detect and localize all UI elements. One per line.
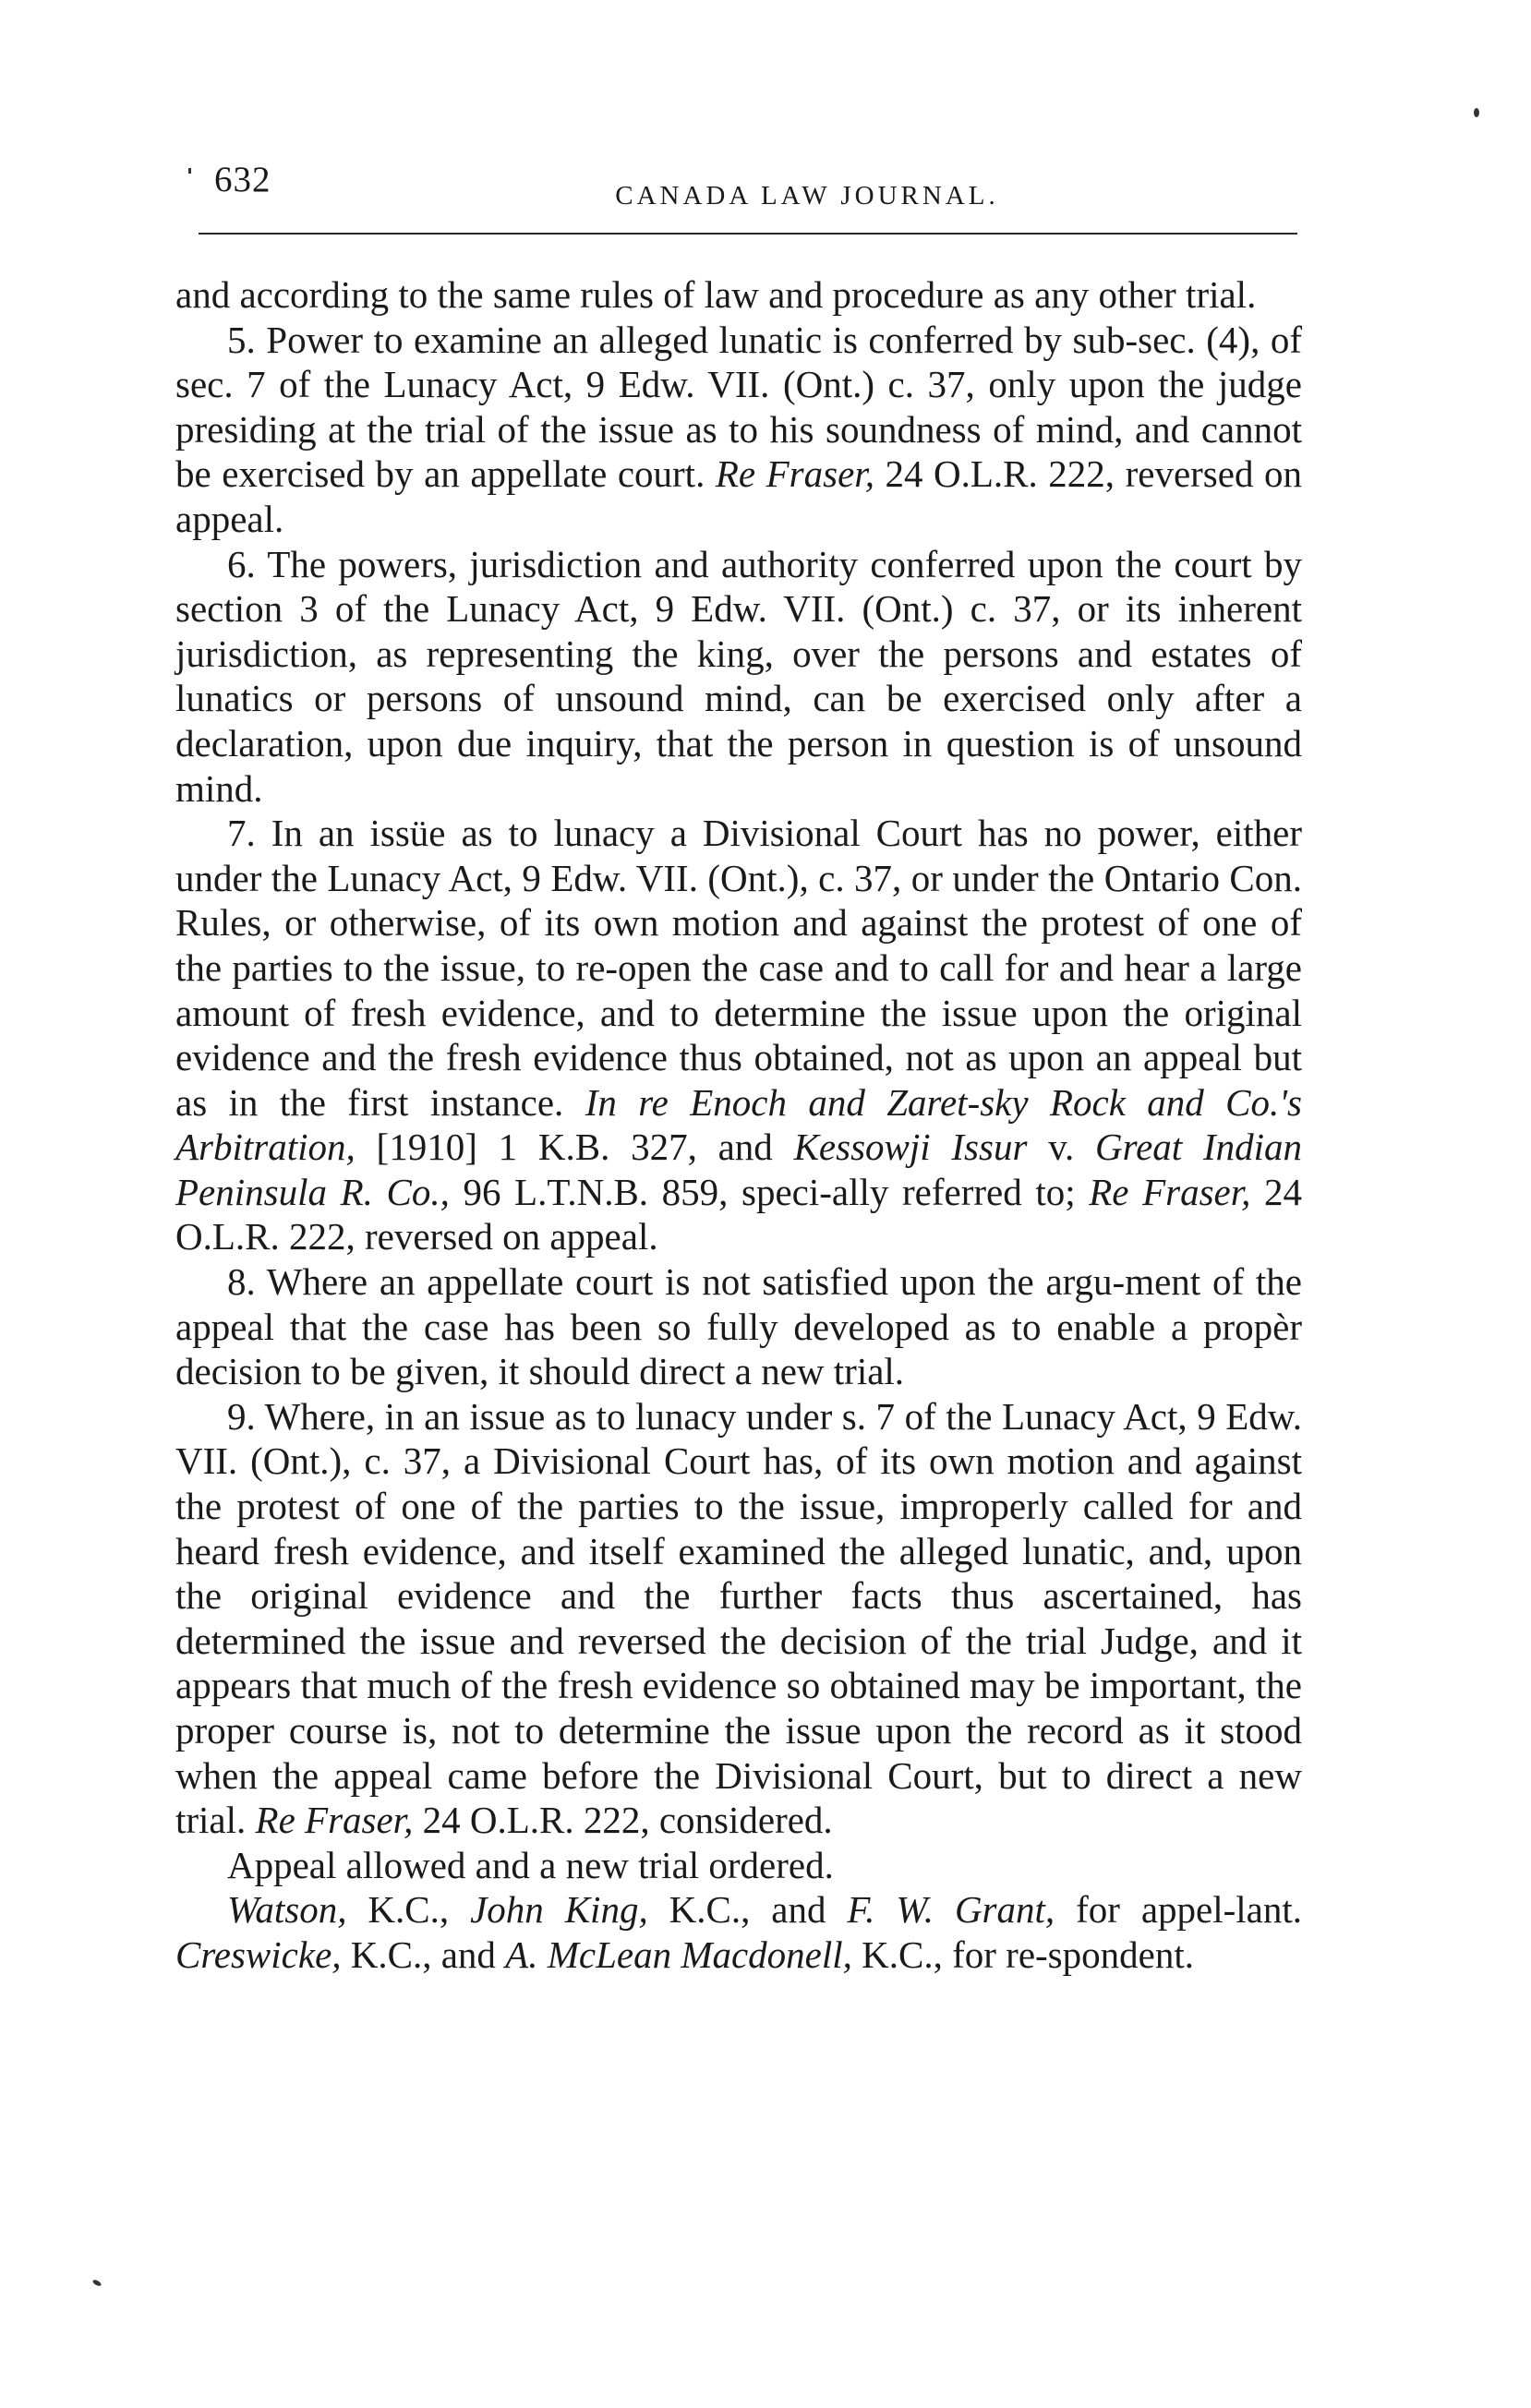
ink-speck bbox=[91, 2279, 102, 2287]
text-run: K.C., and bbox=[647, 1888, 848, 1932]
text-run: 6. The powers, jurisdiction and authority conferred upon the court by section 3 of the Lunacy Act, 9 Edw. VII. (Ont.) c. 37, or its inherent jurisdiction, as representing the king, over the persons and estates of lunatics or persons of unsound mind, can be exercised only after a declaration, upon due inquiry, that the person in question is of unsound mind. bbox=[175, 542, 1302, 810]
running-head: CANADA LAW JOURNAL. bbox=[615, 181, 999, 211]
page-number: 632 bbox=[214, 160, 271, 199]
italic-citation: In re Enoch and Zaret-sky Rock and Co.'s Arbitration, bbox=[175, 1080, 1302, 1169]
text-run: for appel-lant. bbox=[1055, 1888, 1303, 1932]
text-run: K.C., for re-spondent. bbox=[851, 1932, 1194, 1976]
italic-citation: Re Fraser, bbox=[255, 1799, 414, 1842]
text-run: 24 O.L.R. 222, reversed on appeal. bbox=[175, 452, 1302, 540]
paragraph-5 bbox=[175, 318, 1302, 542]
ink-tick bbox=[188, 168, 191, 174]
text-run: Appeal allowed and a new trial ordered. bbox=[227, 1843, 834, 1886]
disposition bbox=[175, 1843, 1302, 1888]
text-run: 9. Where, in an issue as to lunacy under s. 7 of the Lunacy Act, 9 Edw. VII. (Ont.), c. 37, a Divisional Court has, of its own motion and against the protest of one of the parties to the issue, improperly called for and heard fresh evidence, and itself examined the alleged lunatic, and, upon the original evidence and the further facts thus ascertained, has determined the issue and reversed the decision of the trial Judge, and it appears that much of the fresh evidence so obtained may be important, the proper course is, not to determine the issue upon the record as it stood when the appeal came before the Divisional Court, but to direct a new trial. bbox=[175, 1394, 1302, 1842]
header-rule bbox=[199, 233, 1297, 235]
text-run: v. bbox=[1027, 1126, 1096, 1169]
italic-citation: Re Fraser, bbox=[1089, 1170, 1251, 1213]
paragraph-9 bbox=[175, 1394, 1302, 1843]
body-text bbox=[175, 272, 1302, 1978]
italic-citation: Watson, bbox=[227, 1888, 347, 1932]
ink-speck bbox=[1474, 108, 1479, 117]
italic-citation: John King, bbox=[470, 1888, 648, 1932]
italic-citation: Re Fraser, bbox=[715, 452, 874, 496]
paragraph-7 bbox=[175, 811, 1302, 1259]
paragraph-6 bbox=[175, 542, 1302, 812]
text-run: K.C., bbox=[346, 1888, 471, 1932]
text-run: 96 L.T.N.B. 859, speci-ally referred to; bbox=[449, 1170, 1090, 1213]
text-run: K.C., and bbox=[341, 1932, 506, 1976]
paragraph-8 bbox=[175, 1259, 1302, 1394]
italic-citation: Great Indian Peninsula R. Co., bbox=[175, 1126, 1302, 1213]
text-run: 24 O.L.R. 222, reversed on appeal. bbox=[175, 1170, 1302, 1258]
counsel bbox=[175, 1887, 1302, 1977]
italic-citation: F. W. Grant, bbox=[847, 1888, 1055, 1932]
text-run: [1910] 1 K.B. 327, and bbox=[355, 1126, 794, 1169]
paragraph-continuation bbox=[175, 272, 1302, 318]
text-run: 7. In an issüe as to lunacy a Divisional Court has no power, either under the Lunacy Act, 9 Edw. VII. (Ont.), c. 37, or under the Ontario Con. Rules, or otherwise, of its own motion and against the protest of one of the parties to the issue, to re-open the case and to call for and hear a large amount of fresh evidence, and to determine the issue upon the original evidence and the fresh evidence thus obtained, not as upon an appeal but as in the first instance. bbox=[175, 812, 1302, 1124]
text-run: 8. Where an appellate court is not satisfied upon the argu-ment of the appeal that the case has been so fully developed as to enable a propèr decision to be given, it should direct a new trial. bbox=[175, 1260, 1302, 1393]
text-run: and according to the same rules of law and procedure as any other trial. bbox=[175, 273, 1257, 316]
text-run: 5. Power to examine an alleged lunatic is conferred by sub-sec. (4), of sec. 7 of the Lunacy Act, 9 Edw. VII. (Ont.) c. 37, only upon the judge presiding at the trial of the issue as to his soundness of mind, and cannot be exercised by an appellate court. bbox=[175, 318, 1302, 496]
italic-citation: A. McLean Macdonell, bbox=[505, 1932, 852, 1976]
text-run: 24 O.L.R. 222, considered. bbox=[413, 1799, 833, 1842]
italic-citation: Kessowji Issur bbox=[793, 1126, 1028, 1169]
italic-citation: Creswicke, bbox=[175, 1932, 342, 1976]
